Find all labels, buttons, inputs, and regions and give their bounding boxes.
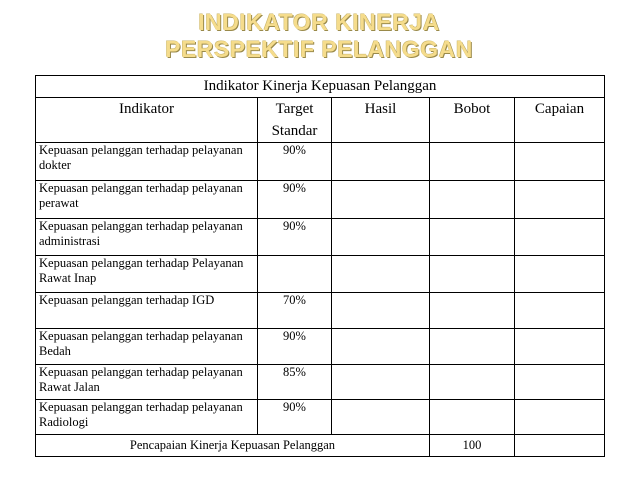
cell-bobot [430, 400, 515, 435]
cell-hasil [332, 293, 430, 329]
cell-target: 90% [258, 329, 332, 365]
header-capaian: Capaian [515, 98, 605, 143]
cell-bobot [430, 219, 515, 256]
kpi-table [35, 75, 605, 457]
cell-indikator: Kepuasan pelanggan terhadap pelayanan Radiologi [36, 400, 258, 435]
cell-hasil [332, 219, 430, 256]
cell-indikator: Kepuasan pelanggan terhadap pelayanan administrasi [36, 219, 258, 256]
summary-label: Pencapaian Kinerja Kepuasan Pelanggan [36, 435, 430, 457]
table-row [36, 400, 605, 435]
cell-bobot [430, 256, 515, 293]
cell-target [258, 256, 332, 293]
cell-bobot [430, 365, 515, 400]
cell-indikator: Kepuasan pelanggan terhadap IGD [36, 293, 258, 329]
table-row [36, 219, 605, 256]
cell-hasil [332, 329, 430, 365]
cell-target: 85% [258, 365, 332, 400]
table-row [36, 181, 605, 219]
cell-indikator: Kepuasan pelanggan terhadap pelayanan perawat [36, 181, 258, 219]
table-row [36, 143, 605, 181]
cell-hasil [332, 400, 430, 435]
header-hasil: Hasil [332, 98, 430, 143]
summary-bobot-total: 100 [430, 435, 515, 457]
cell-capaian [515, 293, 605, 329]
cell-target: 90% [258, 219, 332, 256]
cell-hasil [332, 181, 430, 219]
cell-capaian [515, 181, 605, 219]
summary-capaian [515, 435, 605, 457]
header-target [258, 98, 332, 143]
summary-row [36, 435, 605, 457]
cell-bobot [430, 181, 515, 219]
cell-capaian [515, 329, 605, 365]
cell-bobot [430, 293, 515, 329]
cell-indikator: Kepuasan pelanggan terhadap pelayanan Bedah [36, 329, 258, 365]
cell-target: 90% [258, 400, 332, 435]
cell-hasil [332, 256, 430, 293]
cell-target: 70% [258, 293, 332, 329]
cell-capaian [515, 256, 605, 293]
cell-target: 90% [258, 143, 332, 181]
cell-indikator: Kepuasan pelanggan terhadap pelayanan dokter [36, 143, 258, 181]
cell-indikator: Kepuasan pelanggan terhadap Pelayanan Rawat Inap [36, 256, 258, 293]
table-row [36, 256, 605, 293]
header-bobot: Bobot [430, 98, 515, 143]
cell-bobot [430, 329, 515, 365]
table-caption: Indikator Kinerja Kepuasan Pelanggan [36, 76, 605, 98]
cell-capaian [515, 219, 605, 256]
cell-capaian [515, 400, 605, 435]
cell-bobot [430, 143, 515, 181]
cell-capaian [515, 365, 605, 400]
title-line-1: INDIKATOR KINERJA [198, 9, 440, 35]
cell-indikator: Kepuasan pelanggan terhadap pelayanan Rawat Jalan [36, 365, 258, 400]
table-row [36, 293, 605, 329]
cell-hasil [332, 143, 430, 181]
cell-capaian [515, 143, 605, 181]
cell-hasil [332, 365, 430, 400]
title-line-2: PERSPEKTIF PELANGGAN [165, 36, 473, 62]
table-row [36, 329, 605, 365]
header-target-line2: Standar [271, 123, 318, 139]
cell-target: 90% [258, 181, 332, 219]
header-target-line1: Target [275, 101, 314, 117]
table-row [36, 365, 605, 400]
header-indikator: Indikator [36, 98, 258, 143]
